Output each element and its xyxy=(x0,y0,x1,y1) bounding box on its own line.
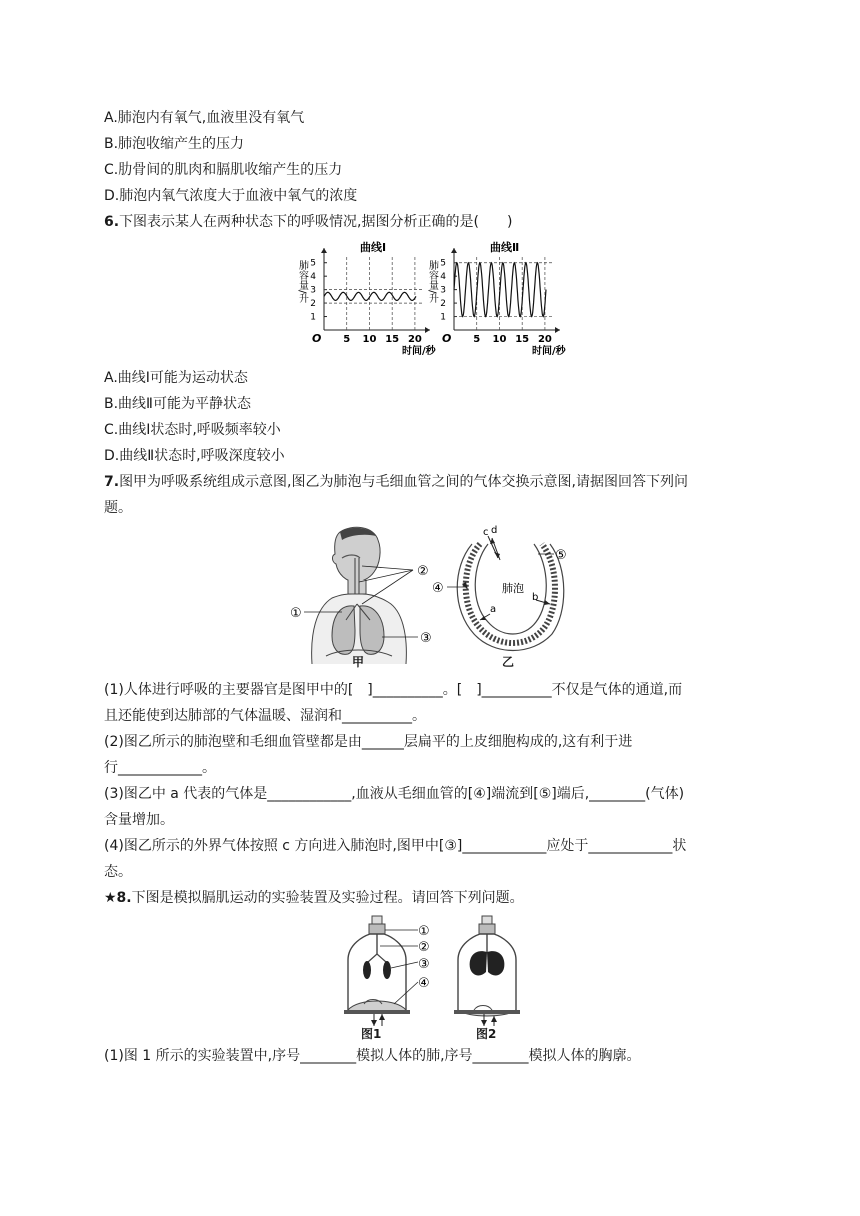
y-tick-label: 5 xyxy=(310,258,316,269)
y-tick-label: 5 xyxy=(440,258,446,269)
y-tick-label: 3 xyxy=(310,285,316,296)
chart-panel-1 xyxy=(297,240,437,356)
x-axis-arrow xyxy=(425,327,430,333)
q7-line-4: 行____________。 xyxy=(104,760,216,776)
fig-yi-caption: 乙 xyxy=(502,655,515,669)
y-axis-arrow xyxy=(451,248,457,253)
fig2-bell-jar xyxy=(454,916,520,1026)
q7-line-6: 含量增加。 xyxy=(104,812,174,828)
q7-line-8: 态。 xyxy=(104,864,132,880)
x-axis-arrow xyxy=(555,327,560,333)
y-tick-label: 1 xyxy=(310,312,316,323)
q6-option-d: D.曲线Ⅱ状态时,呼吸深度较小 xyxy=(104,448,285,464)
fig-jia-mark-2: ② xyxy=(417,564,429,579)
q7-line-1: (1)人体进行呼吸的主要器官是图甲中的[ ]__________。[ ]__________不仅是气体的通道,而 xyxy=(104,682,683,698)
q7-stem-text-1: 图甲为呼吸系统组成示意图,图乙为肺泡与毛细血管之间的气体交换示意图,请据图回答下列问 xyxy=(119,474,688,490)
x-tick-label: 15 xyxy=(515,334,530,345)
q6-number: 6. xyxy=(104,214,120,230)
fig1-caption: 图1 xyxy=(361,1027,382,1041)
x-axis-label: 时间/秒 xyxy=(532,346,566,356)
chart-title: 曲线Ⅱ xyxy=(490,241,520,254)
q8-number: ★8. xyxy=(104,890,132,906)
q5-option-c: C.肋骨间的肌肉和膈肌收缩产生的压力 xyxy=(104,162,343,178)
chart-panel-2 xyxy=(427,240,567,356)
fig1-bell-jar xyxy=(344,916,430,1026)
q6-option-a: A.曲线Ⅰ可能为运动状态 xyxy=(104,370,248,386)
fig-yi-mark-a: a xyxy=(490,604,497,615)
fig1-mark-2: ② xyxy=(418,940,430,955)
q7-line-5: (3)图乙中 a 代表的气体是____________,血液从毛细血管的[④]端流到[⑤]端后,________(气体) xyxy=(104,786,685,802)
q7-stem xyxy=(104,472,688,492)
y-axis-arrow xyxy=(321,248,327,253)
fig-yi-mark-d: d xyxy=(491,525,498,536)
y-tick-label: 3 xyxy=(440,285,446,296)
q7-line-2: 且还能使到达肺部的气体温暖、湿润和__________。 xyxy=(104,708,426,724)
q8-figures xyxy=(334,914,530,1030)
origin-label: O xyxy=(312,332,322,345)
y-tick-label: 2 xyxy=(310,299,316,310)
x-tick-label: 10 xyxy=(362,334,377,345)
x-axis-label: 时间/秒 xyxy=(402,346,436,356)
chart-title: 曲线Ⅰ xyxy=(360,241,387,254)
fig-jia-mark-3: ③ xyxy=(420,631,432,646)
x-tick-label: 15 xyxy=(385,334,400,345)
x-tick-label: 20 xyxy=(537,334,552,345)
breathing-curve xyxy=(324,292,416,300)
x-tick-label: 5 xyxy=(343,334,351,345)
fig1-mark-1: ① xyxy=(418,924,430,939)
q8-stem-text: 下图是模拟膈肌运动的实验装置及实验过程。请回答下列问题。 xyxy=(131,890,524,906)
fig-yi-mark-4: ④ xyxy=(432,581,444,596)
fig-yi-mark-b: b xyxy=(532,592,539,603)
alveolus-capillary-diagram xyxy=(432,524,578,660)
y-axis-label: 肺容量/升 xyxy=(296,260,308,304)
y-tick-label: 1 xyxy=(440,312,446,323)
q8-line-1: (1)图 1 所示的实验装置中,序号________模拟人体的肺,序号________模拟人体的胸廓。 xyxy=(104,1048,641,1064)
q6-stem xyxy=(104,212,512,232)
fig1-mark-4: ④ xyxy=(418,976,430,991)
q7-stem-text-2: 题。 xyxy=(104,500,132,516)
q5-option-a: A.肺泡内有氧气,血液里没有氧气 xyxy=(104,110,305,126)
fig-jia-mark-1: ① xyxy=(290,606,302,621)
x-tick-label: 20 xyxy=(407,334,422,345)
origin-label: O xyxy=(442,332,452,345)
q6-option-b: B.曲线Ⅱ可能为平静状态 xyxy=(104,396,251,412)
q8-stem xyxy=(104,888,524,908)
y-tick-label: 2 xyxy=(440,299,446,310)
q6-option-c: C.曲线Ⅰ状态时,呼吸频率较小 xyxy=(104,422,281,438)
fig-yi-mark-c: c xyxy=(483,527,489,538)
x-tick-label: 10 xyxy=(492,334,507,345)
breathing-curve xyxy=(454,263,546,317)
q7-figure-yi xyxy=(432,524,578,660)
x-tick-label: 5 xyxy=(473,334,481,345)
q6-charts-svg xyxy=(294,240,574,356)
fig2-caption: 图2 xyxy=(476,1027,497,1041)
fig1-mark-3: ③ xyxy=(418,957,430,972)
q5-option-b: B.肺泡收缩产生的压力 xyxy=(104,136,245,152)
q7-line-3: (2)图乙所示的肺泡壁和毛细血管壁都是由______层扁平的上皮细胞构成的,这有利于进 xyxy=(104,734,633,750)
diaphragm-model-diagram xyxy=(334,914,530,1030)
fig-yi-alveolus-label: 肺泡 xyxy=(502,582,524,595)
y-tick-label: 4 xyxy=(440,272,446,283)
fig-jia-caption: 甲 xyxy=(352,655,365,669)
y-axis-label: 肺容量/升 xyxy=(426,260,438,304)
respiratory-system-diagram xyxy=(282,524,438,670)
fig-yi-mark-5: ⑤ xyxy=(555,548,567,563)
q7-number: 7. xyxy=(104,474,120,490)
q7-figure-jia xyxy=(282,524,438,670)
q6-charts xyxy=(294,240,574,356)
y-tick-label: 4 xyxy=(310,272,316,283)
q5-option-d: D.肺泡内氧气浓度大于血液中氧气的浓度 xyxy=(104,188,358,204)
q6-stem-text: 下图表示某人在两种状态下的呼吸情况,据图分析正确的是( ) xyxy=(119,214,513,230)
q7-line-7: (4)图乙所示的外界气体按照 c 方向进入肺泡时,图甲中[③]____________应处于____________状 xyxy=(104,838,687,854)
